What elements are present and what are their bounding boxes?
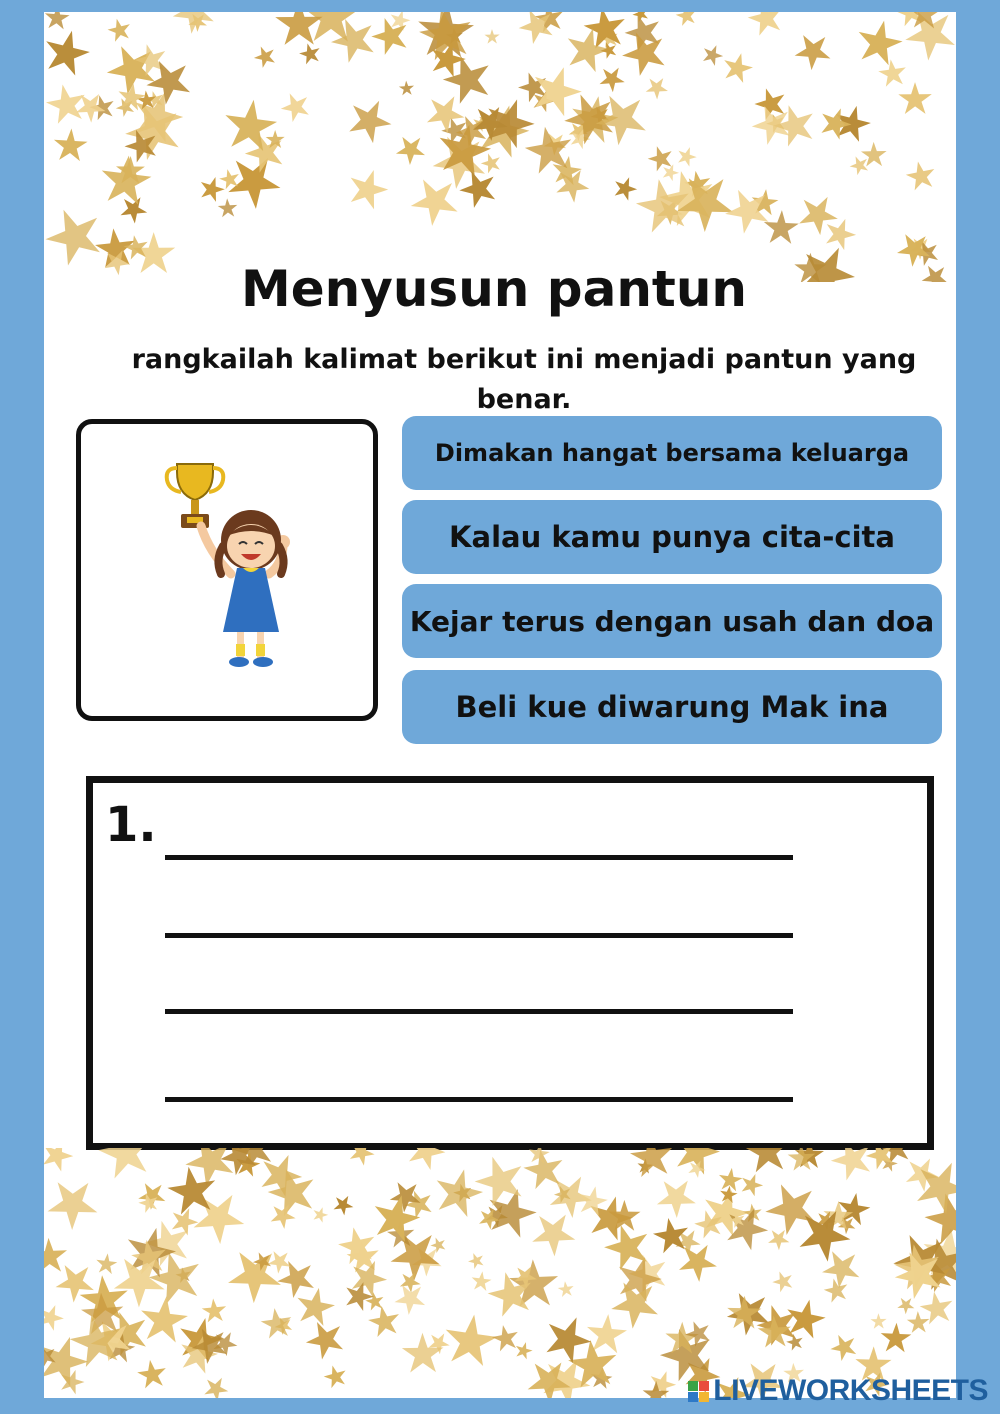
logo-text: LIVEWORKSHEETS [713, 1374, 988, 1407]
liveworksheets-logo [688, 1374, 988, 1408]
illustration-frame [76, 419, 378, 721]
gold-stars-top-decoration [44, 12, 956, 282]
answer-box [86, 776, 934, 1150]
answer-line-4[interactable] [165, 1097, 793, 1102]
sentence-card-3[interactable]: Kejar terus dengan usah dan doa [402, 584, 942, 658]
answer-line-2[interactable] [165, 933, 793, 938]
liveworksheets-logo-icon [688, 1381, 709, 1402]
sentence-card-2[interactable]: Kalau kamu punya cita-cita [402, 500, 942, 574]
girl-holding-trophy-icon [159, 454, 299, 684]
worksheet-page [44, 12, 956, 1398]
instruction-text [104, 340, 944, 420]
sentence-card-1[interactable]: Dimakan hangat bersama keluarga [402, 416, 942, 490]
answer-number: 1. [105, 797, 157, 853]
instruction-line-1: rangkailah kalimat berikut ini menjadi pantun yang [131, 344, 917, 375]
answer-line-3[interactable] [165, 1009, 793, 1014]
answer-line-1[interactable] [165, 855, 793, 860]
sentence-card-4[interactable]: Beli kue diwarung Mak ina [402, 670, 942, 744]
instruction-line-2: benar. [476, 384, 572, 415]
gold-stars-bottom-decoration [44, 1148, 956, 1398]
page-title: Menyusun pantun [240, 260, 748, 318]
